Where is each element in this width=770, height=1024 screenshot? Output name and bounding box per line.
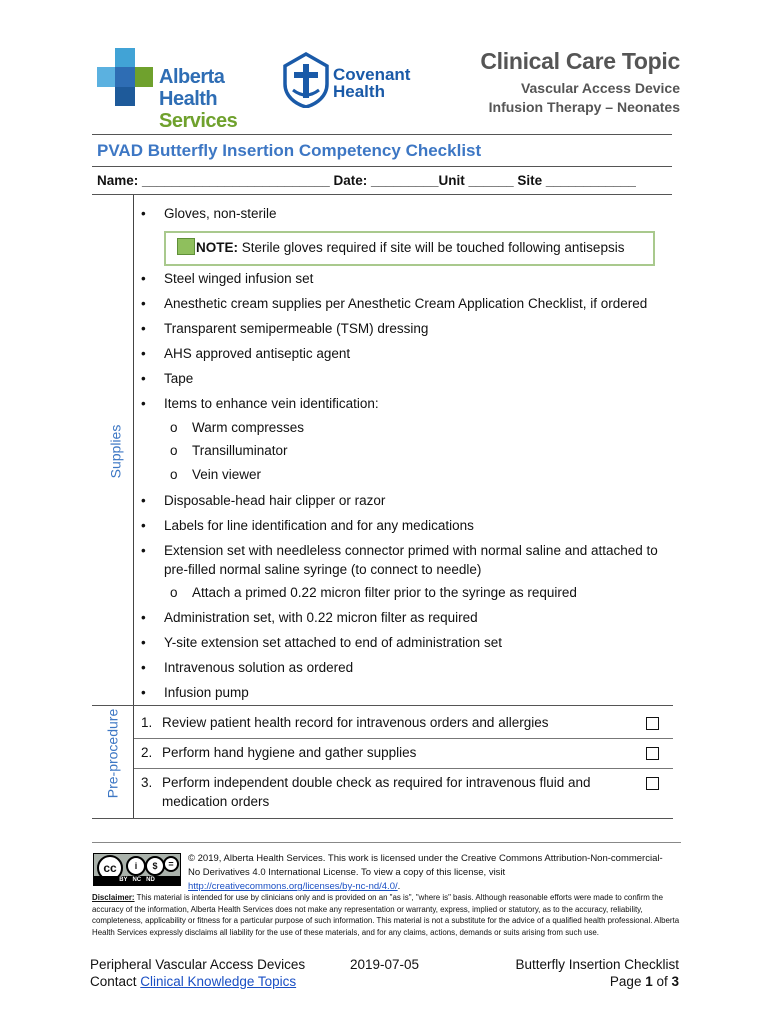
list-item-text: Intravenous solution as ordered	[164, 660, 354, 675]
bullet-icon: •	[141, 396, 146, 411]
sub-bullet-icon: o	[170, 467, 178, 482]
pre-procedure-column-border	[133, 706, 134, 818]
bullet-icon: •	[141, 685, 146, 700]
bullet-icon: •	[141, 660, 146, 675]
page-of: of	[652, 974, 672, 989]
list-item-text: Disposable-head hair clipper or razor	[164, 493, 386, 508]
bullet-icon: •	[141, 635, 146, 650]
bullet-icon: •	[141, 346, 146, 361]
bullet-icon: •	[141, 543, 146, 558]
list-item-text: Anesthetic cream supplies per Anesthetic Cream Application Checklist, if ordered	[164, 296, 648, 311]
disclaimer-label: Disclaimer:	[92, 893, 135, 902]
page-total: 3	[671, 974, 679, 989]
ahs-logo-line2: Services	[159, 110, 238, 132]
footer-page-number	[610, 973, 679, 990]
bullet-icon: •	[141, 271, 146, 286]
disclaimer-body: This material is intended for use by clinicians only and is provided on an "as is", "where is" basis. Although reasonable efforts were made to confirm the accuracy of the information, Alberta Health Services does not make any representation or warranty, express, implied or statutory, as to the accuracy, reliability, completeness, applicability or fitness for a particular purpose of such information. This material is not a substitute for the advice of a qualified health professional. Alberta Health Services expressly disclaims all liability for the use of these materials, and for any claims, actions, demands or suits arising from such use.	[92, 893, 680, 937]
note-box	[164, 231, 655, 266]
topic-subtitle-2: Infusion Therapy – Neonates	[488, 99, 680, 115]
list-item-text: Tape	[164, 371, 194, 386]
clinical-knowledge-topics-link[interactable]: Clinical Knowledge Topics	[140, 974, 297, 989]
page-prefix: Page	[609, 974, 646, 989]
list-item-text: Labels for line identification and for any medications	[164, 518, 474, 533]
document-title: PVAD Butterfly Insertion Competency Checklist	[97, 141, 482, 160]
bullet-icon: •	[141, 518, 146, 533]
ahs-cross-icon	[97, 48, 153, 106]
step-number: 1.	[141, 715, 153, 730]
step-text: Review patient health record for intravenous orders and allergies	[162, 715, 549, 730]
page-current: 1	[645, 974, 653, 989]
nd-icon: =	[163, 856, 179, 872]
disclaimer	[92, 892, 682, 938]
covenant-logo-line1: Covenant	[333, 65, 411, 84]
footer-date: 2019-07-05	[350, 957, 420, 972]
section-label-supplies: Supplies	[107, 424, 124, 479]
bullet-icon: •	[141, 493, 146, 508]
footer-contact	[90, 973, 296, 990]
license-body: © 2019, Alberta Health Services. This work is licensed under the Creative Commons Attribution-Non-commercial-No Derivatives 4.0 International License. To view a copy of this license, visit	[188, 853, 663, 878]
note-icon	[177, 238, 195, 255]
license-text	[188, 852, 668, 894]
step-2-checkbox[interactable]	[646, 747, 659, 760]
creative-commons-badge	[93, 853, 181, 886]
step-1-checkbox[interactable]	[646, 717, 659, 730]
supplies-column-border	[133, 195, 134, 705]
note-text	[196, 240, 624, 255]
ahs-logo	[97, 44, 277, 132]
name-date-unit-site-line: Name: _________________________ Date: _________Unit ______ Site ____________	[97, 173, 636, 188]
license-divider	[92, 842, 681, 843]
list-item-text: Administration set, with 0.22 micron filter as required	[164, 610, 478, 625]
ahs-logo-text	[159, 66, 277, 132]
covenant-logo	[281, 52, 421, 112]
nc-icon: $	[145, 856, 165, 876]
bullet-icon: •	[141, 206, 146, 221]
covenant-cross-icon	[281, 52, 331, 108]
bullet-icon: •	[141, 296, 146, 311]
list-item-text: Gloves, non-sterile	[164, 206, 277, 221]
topic-title: Clinical Care Topic	[480, 48, 680, 74]
step-divider	[134, 768, 673, 769]
supplies-bottom-divider	[92, 705, 673, 706]
cc-icon: cc	[97, 855, 123, 881]
list-item-text: Y-site extension set attached to end of administration set	[164, 635, 502, 650]
license-link[interactable]: http://creativecommons.org/licenses/by-nc-nd/4.0/	[188, 881, 398, 892]
footer-topic: Peripheral Vascular Access Devices	[90, 957, 306, 972]
covenant-logo-line2: Health	[333, 82, 385, 101]
cc-badge-bar: BY NC ND	[94, 876, 180, 885]
by-icon: i	[126, 856, 146, 876]
title-divider	[92, 166, 672, 167]
list-item-text: Extension set with needleless connector primed with normal saline and attached to pre-filled normal saline syringe (to connect to needle)	[164, 543, 658, 577]
list-item-text: Infusion pump	[164, 685, 249, 700]
step-number: 3.	[141, 775, 153, 790]
sub-list-item-text: Attach a primed 0.22 micron filter prior to the syringe as required	[192, 585, 577, 600]
list-item-text: AHS approved antiseptic agent	[164, 346, 351, 361]
covenant-logo-text	[333, 66, 410, 100]
step-3-checkbox[interactable]	[646, 777, 659, 790]
sub-list-item-text: Transilluminator	[192, 443, 288, 458]
section-label-pre-procedure: Pre-procedure	[104, 708, 121, 799]
bullet-icon: •	[141, 321, 146, 336]
step-text: Perform independent double check as required for intravenous fluid and medication orders	[162, 775, 591, 809]
list-item-text: Transparent semipermeable (TSM) dressing	[164, 321, 429, 336]
step-number: 2.	[141, 745, 153, 760]
sub-bullet-icon: o	[170, 420, 178, 435]
sub-bullet-icon: o	[170, 585, 178, 600]
checklist-bottom-divider	[92, 818, 673, 819]
footer-checklist-name: Butterfly Insertion Checklist	[515, 957, 679, 972]
sub-list-item-text: Vein viewer	[192, 467, 262, 482]
list-item-text: Steel winged infusion set	[164, 271, 314, 286]
header-divider	[92, 134, 672, 135]
list-item-text: Items to enhance vein identification:	[164, 396, 379, 411]
sub-list-item-text: Warm compresses	[192, 420, 305, 435]
name-divider	[92, 194, 672, 195]
step-divider	[134, 738, 673, 739]
note-body: Sterile gloves required if site will be touched following antisepsis	[238, 240, 625, 255]
step-text: Perform hand hygiene and gather supplies	[162, 745, 417, 760]
footer-contact-prefix: Contact	[90, 974, 141, 989]
sub-bullet-icon: o	[170, 443, 178, 458]
license-period: .	[397, 881, 401, 892]
bullet-icon: •	[141, 371, 146, 386]
ahs-logo-line1: Alberta Health	[159, 66, 225, 110]
bullet-icon: •	[141, 610, 146, 625]
note-label: NOTE:	[196, 240, 238, 255]
topic-subtitle-1: Vascular Access Device	[520, 80, 680, 96]
